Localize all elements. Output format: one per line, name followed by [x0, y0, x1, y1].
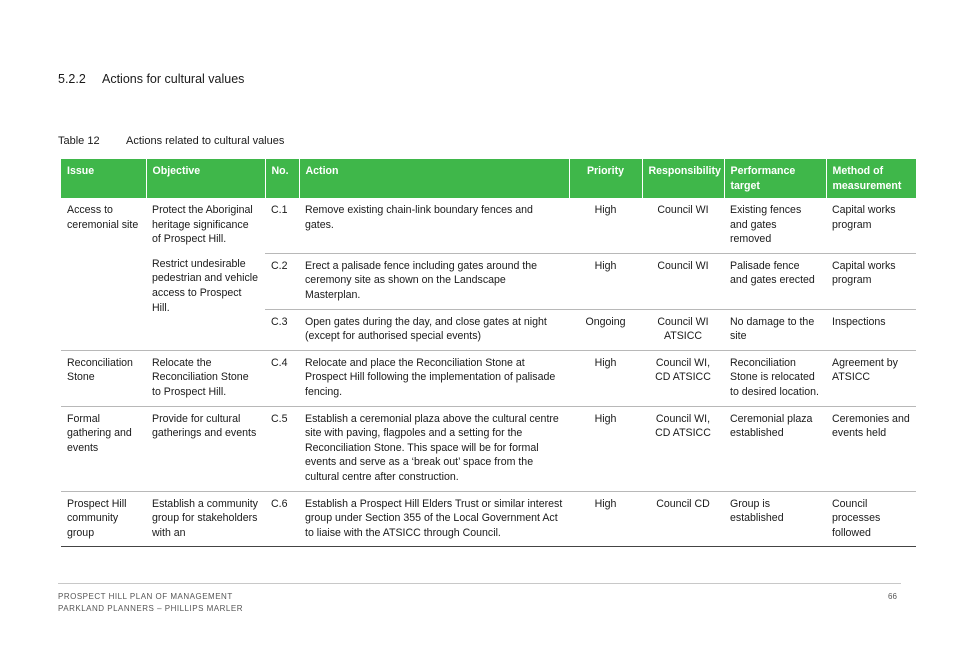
target-cell: Existing fences and gates removed	[724, 198, 826, 253]
header-no: No.	[265, 159, 299, 198]
header-responsibility: Responsibility	[642, 159, 724, 198]
section-heading	[58, 72, 244, 86]
footer-authors: PARKLAND PLANNERS – PHILLIPS MARLER	[58, 604, 243, 613]
footer-document-title: PROSPECT HILL PLAN OF MANAGEMENT	[58, 592, 233, 601]
priority-cell: High	[569, 491, 642, 547]
no-cell: C.4	[265, 350, 299, 406]
no-cell: C.1	[265, 198, 299, 253]
action-cell: Open gates during the day, and close gates at night (except for authorised special events)	[299, 309, 569, 350]
table-row	[61, 491, 916, 547]
issue-cell: Access to ceremonial site	[61, 198, 146, 350]
method-cell: Inspections	[826, 309, 916, 350]
action-cell: Relocate and place the Reconciliation Stone at Prospect Hill following the implementation of palisade fencing.	[299, 350, 569, 406]
no-cell: C.6	[265, 491, 299, 547]
priority-cell: High	[569, 253, 642, 309]
table-header-row	[61, 159, 916, 198]
objective-cell: Establish a community group for stakeholders with an	[146, 491, 265, 547]
action-cell: Remove existing chain-link boundary fences and gates.	[299, 198, 569, 253]
objective-text: Protect the Aboriginal heritage significance of Prospect Hill.	[152, 204, 253, 246]
table-caption-text: Actions related to cultural values	[126, 135, 285, 147]
method-cell: Ceremonies and events held	[826, 406, 916, 491]
header-method: Method of measurement	[826, 159, 916, 198]
objective-text-2: Restrict undesirable pedestrian and vehicle access to Prospect Hill.	[152, 257, 259, 314]
section-number: 5.2.2	[58, 72, 86, 86]
responsibility-cell: Council WI	[642, 253, 724, 309]
footer-divider	[58, 583, 901, 584]
priority-cell: High	[569, 198, 642, 253]
header-objective: Objective	[146, 159, 265, 198]
actions-table	[61, 159, 916, 547]
objective-cell: Provide for cultural gatherings and events	[146, 406, 265, 491]
target-cell: No damage to the site	[724, 309, 826, 350]
table-row	[61, 350, 916, 406]
priority-cell: High	[569, 406, 642, 491]
issue-cell: Prospect Hill community group	[61, 491, 146, 547]
priority-cell: Ongoing	[569, 309, 642, 350]
table-caption	[58, 135, 284, 147]
objective-cell	[146, 198, 265, 350]
method-cell: Capital works program	[826, 253, 916, 309]
page-number: 66	[888, 592, 897, 601]
action-cell: Establish a Prospect Hill Elders Trust or similar interest group under Section 355 of the Local Government Act to liaise with the ATSICC through Council.	[299, 491, 569, 547]
target-cell: Palisade fence and gates erected	[724, 253, 826, 309]
method-cell: Council processes followed	[826, 491, 916, 547]
header-action: Action	[299, 159, 569, 198]
responsibility-cell: Council WI, CD ATSICC	[642, 406, 724, 491]
method-cell: Capital works program	[826, 198, 916, 253]
responsibility-cell: Council WI	[642, 198, 724, 253]
section-title: Actions for cultural values	[102, 72, 245, 86]
table-caption-label: Table 12	[58, 135, 100, 147]
responsibility-cell: Council CD	[642, 491, 724, 547]
responsibility-cell: Council WI ATSICC	[642, 309, 724, 350]
action-cell: Establish a ceremonial plaza above the cultural centre site with paving, flagpoles and a setting for the Reconciliation Stone. This space will be for formal events and serve as a ‘break out’ space from the cultural centre after construction.	[299, 406, 569, 491]
priority-cell: High	[569, 350, 642, 406]
header-issue: Issue	[61, 159, 146, 198]
no-cell: C.2	[265, 253, 299, 309]
table-row	[61, 406, 916, 491]
method-cell: Agreement by ATSICC	[826, 350, 916, 406]
action-cell: Erect a palisade fence including gates around the ceremony site as shown on the Landscape Masterplan.	[299, 253, 569, 309]
no-cell: C.5	[265, 406, 299, 491]
target-cell: Ceremonial plaza established	[724, 406, 826, 491]
target-cell: Reconciliation Stone is relocated to desired location.	[724, 350, 826, 406]
target-cell: Group is established	[724, 491, 826, 547]
no-cell: C.3	[265, 309, 299, 350]
objective-cell: Relocate the Reconciliation Stone to Prospect Hill.	[146, 350, 265, 406]
table-row	[61, 198, 916, 253]
header-performance-target: Performance target	[724, 159, 826, 198]
issue-cell: Formal gathering and events	[61, 406, 146, 491]
header-priority: Priority	[569, 159, 642, 198]
issue-cell: Reconciliation Stone	[61, 350, 146, 406]
responsibility-cell: Council WI, CD ATSICC	[642, 350, 724, 406]
